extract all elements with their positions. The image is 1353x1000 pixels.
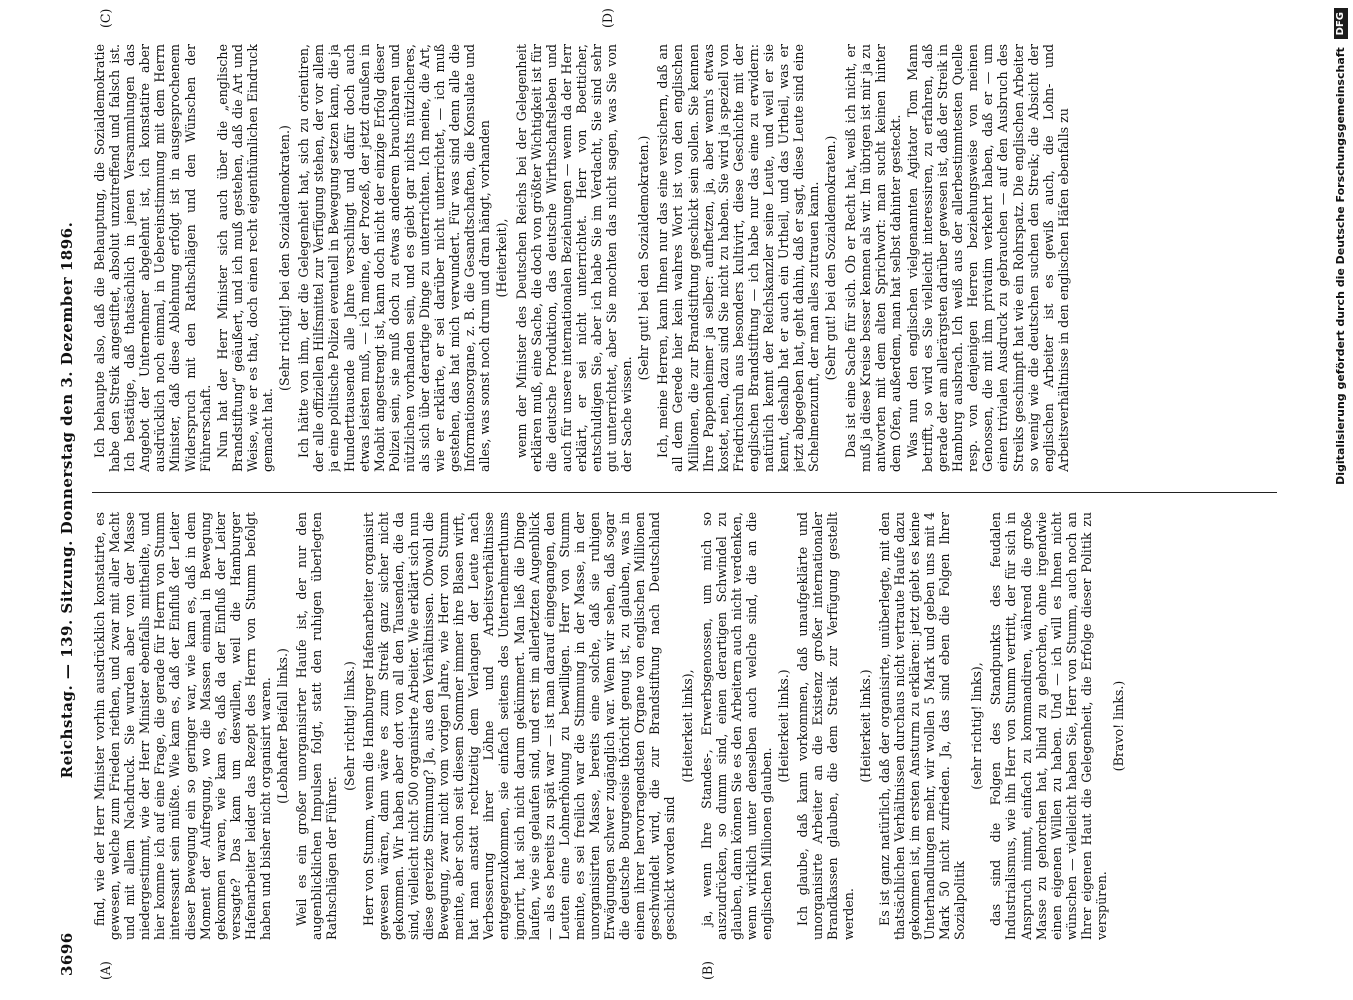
paragraph: find, wie der Herr Minister vorhin ausdrücklich konstatirte, es gewesen, welche zum Frieden riethen, und zwar mit aller Macht und mit allem Nachdruck. Sie wurden aber von der Masse niedergestimmt, wie der Herr Minister ebenfalls mittheilte, und hier komme ich auf eine Frage, die gerade für Herrn von Stumm interessant sein müßte. Wie kam es, daß der Einfluß der Leiter dieser Bewegung ein so geringer war, wie kam es, daß in dem Moment der Aufregung, wo die Massen einmal in Bewegung gekommen waren, wie kam es, daß da der Einfluß der Leiter versagte? Das kam um deswillen, weil die Hamburger Hafenarbeiter leider das Rezept des Herrn von Stumm befolgt haben und bisher nicht organisirt waren. [92,512,274,940]
column-divider [92,492,1277,493]
dfg-logo: DFG [1334,8,1348,39]
interjection: (Bravo! links.) [1111,680,1127,772]
margin-marker-c: (C) [98,8,113,28]
running-title: Reichstag. — 139. Sitzung. Donnerstag den 3. Dezember 1896. [58,221,76,779]
paragraph: Es ist ganz natürlich, daß der organisirte, unüberlegte, mit den thatsächlichen Verhältnissen durchaus nicht vertraute Haufe dazu gekommen ist, im ersten Ansturm zu erklären: jetzt giebt es keine Unterhandlungen mehr, wir wollen 5 Mark und geben uns mit 4 Mark 50 nicht zufrieden. Ja, das sind eben die Folgen Ihrer Sozialpolitik [876,512,968,940]
interjection: (Sehr gut! bei den Sozialdemokraten.) [636,135,652,381]
credit-text: Digitalisierung gefördert durch die Deutsche Forschungsgemeinschaft [1334,47,1347,485]
paragraph: Ich glaube, daß kann vorkommen, daß unaufgeklärte und unorganisirte Arbeiter an die Existenz großer internationaler Brandkassen glauben, die dem Streik zur Verfügung gestellt werden. [795,512,856,940]
margin-marker-d: (D) [600,8,615,28]
interjection: (Lebhafter Beifall links.) [275,648,291,804]
interjection: (Sehr gut! bei den Sozialdemokraten.) [823,135,839,381]
interjection: (Heiterkeit links), [679,669,695,783]
page-header [52,14,82,986]
page-number: 3696 [58,932,76,976]
paragraph: das sind die Folgen des Standpunkts des feudalen Industrialismus, wie ihn Herr von Stumm vertritt, der für sich in Anspruch nimmt, einfach zu kommandiren, während die große Masse zu gehorchen hat, blind zu gehorchen, ohne irgendwie einen eigenen Willen zu haben. Und — ich will es Ihnen nicht wünschen — vielleicht haben Sie, Herr von Stumm, auch noch an Ihrer eigenen Haut die Gelegenheit, die Erfolge dieser Politik zu verspüren. [988,512,1109,940]
paragraph: Das ist eine Sache für sich. Ob er Recht hat, weiß ich nicht, er muß ja diese Kreise besser kennen als wir. Im übrigen ist mir ja zu antworten mit dem alten Sprichwort: man sucht keinen hinter dem Ofen, außerdem, man hat selbst dahinter gesteckt. [842,44,903,472]
margin-marker-b: (B) [700,960,715,980]
paragraph: Weil es ein großer unorganisirter Haufe ist, der nur den augenblicklichen Impulsen folgt, statt den ruhigen überlegten Rathschlägen der Führer. [294,512,340,940]
digitization-credit [1331,8,1351,992]
interjection: (Heiterkeit), [494,218,510,298]
right-column [92,44,1277,472]
left-column [92,512,1277,940]
interjection: (Heiterkeit links.) [776,669,792,783]
paragraph: Nun hat der Herr Minister sich auch über die „englische Brandstiftung“ geäußert, und ich muß gestehen, daß die Art und Weise, wie er es that, doch einen recht eigenthümlichen Eindruck gemacht hat. [214,44,276,472]
paragraph: ja, wenn Ihre Standes-, Erwerbsgenossen, um mich so auszudrücken, so dumm sind, einen derartigen Schwindel zu glauben, dann können Sie es den Arbeitern auch nicht verdenken, wenn wirklich unter denselben auch welche sind, die an die englischen Millionen glauben. [698,512,775,940]
interjection: (sehr richtig! links), [969,662,985,790]
paragraph: Ich behaupte also, daß die Behauptung, die Sozialdemokratie habe den Streik angestiftet, absolut unzutreffend und falsch ist. Ich bestätige, daß thatsächlich in jenen Versammlungen das Angebot der Unternehmer abgelehnt ist, ich konstatire aber ausdrücklich noch einmal, in Uebereinstimmung mit dem Herrn Minister, daß diese Ablehnung erfolgt ist in ausgesprochenem Widerspruch mit den Rathschlägen und den Wünschen der Führerschaft. [92,44,213,472]
paragraph: Herr von Stumm, wenn die Hamburger Hafenarbeiter organisirt gewesen wären, dann wäre es zum Streik ganz sicher nicht gekommen. Wir haben aber dort von all den Tausenden, die da sind, vielleicht nicht 500 organisirte Arbeiter. Wie erklärt sich nun diese gereizte Stimmung? Ja, aus den Verhältnissen. Obwohl die Bewegung, zwar nicht vom vorigen Jahre, wie Herr von Stumm meinte, aber schon seit diesem Sommer immer ihre Blasen wirft, hat man anstatt rechtzeitig dem Verlangen der Leute nach Verbesserung ihrer Löhne und Arbeitsverhältnisse entgegenzukommen, sie einfach seitens des Unternehmerthums ignorirt, hat sich nicht darum gekümmert. Man ließ die Dinge laufen, wie sie gelaufen sind, und erst im allerletzten Augenblick — als es bereits zu spät war — ist man darauf eingegangen, den Leuten eine Lohnerhöhung zu bewilligen. Herr von Stumm meinte, es sei freilich war die Stimmung in der Masse, in der unorganisirten Masse, bereits eine solche, daß sie ruhigen Erwägungen schwer zugänglich war. Wenn wir sehen, daß sogar die deutsche Bourgeoisie thöricht genug ist, zu glauben, was in einem ihrer hervorragendsten Organe von englischen Millionen geschwindelt wird, die zur Brandstiftung nach Deutschland geschickt worden sind [360,512,678,940]
paragraph: Ich, meine Herren, kann Ihnen nur das eine versichern, daß an all dem Gerede hier kein wahres Wort ist von den englischen Millionen, die zur Brandstiftung geschickt sein sollen. Sie kennen Ihre Pappenheimer ja selber: aufhetzen, ja, aber wenn's etwas kostet, nein, dazu sind Sie nicht zu haben. Sie wird ja speziell von Friedrichsruh aus besonders kultivirt, diese Geschichte mit der englischen Brandstiftung — ich habe nur das eine zu erwidern: natürlich kennt der Reichskanzler seine Leute, und weil er sie kennt, deshalb hat er auch ein Urtheil, und das Urtheil, was er jetzt abgegeben hat, geht dahin, daß er sagt, diese Leute sind eine Schelmenzunft, der man alles zutrauen kann. [655,44,822,472]
paragraph: Ich hätte von ihm, der die Gelegenheit hat, sich zu orientiren, der alle offiziellen Hilfsmittel zur Verfügung stehen, der vor allem ja eine politische Polizei eventuell in Bewegung setzen kann, die ja Hunderttausende alle Jahre verschlingt und dafür doch auch etwas leisten muß, — ich meine, der Prozeß, der jetzt draußen in Moabit angestrengt ist, kann doch nicht der einzige Erfolg dieser Polizei sein, sie muß doch zu etwas anderem brauchbaren und nützlichen vorhanden sein, und es giebt gar nichts nützlicheres, als sich über derartige Dinge zu unterrichten. Ich meine, die Art, wie er erklärte, er sei darüber nicht unterrichtet, — ich muß gestehen, das hat mich verwundert. Für was sind denn alle die Informationsorgane, z. B. die Gesandtschaften, die Konsulate und alles, was sonst noch drum und dran hängt, vorhanden [296,44,493,472]
interjection: (Sehr richtig! links.) [341,661,357,791]
paragraph: wenn der Minister des Deutschen Reichs bei der Gelegenheit erklären muß, eine Sache, die doch von größter Wichtigkeit ist für die deutsche Produktion, das deutsche Wirthschaftsleben und auch für unsere internationalen Beziehungen — wenn da der Herr erklärt, er sei nicht unterrichtet. Herr von Boetticher, entschuldigen Sie, aber ich habe Sie im Verdacht, Sie sind sehr gut unterrichtet, aber Sie mochten das nicht sagen, was Sie von der Sache wissen. [513,44,635,472]
interjection: (Heiterkeit links.) [857,669,873,783]
margin-marker-a: (A) [98,961,113,980]
paragraph: Was nun den englischen vielgenannten Agitator Tom Mann betrifft, so wird es Sie vielleicht interessiren, zu erfahren, daß gerade der am allerärgsten darüber gewesen ist, daß der Streik in Hamburg ausbrach. Ich weiß aus der allerbestimmtesten Quelle resp. von denjenigen Herren beziehungsweise von meinen Genossen, die mit ihm privatim verkehrt haben, daß er — um einen trivialen Ausdruck zu gebrauchen — auf den Ausbruch des Streiks geschimpft hat wie ein Rohrspatz. Die englischen Arbeiter so wenig wie die deutschen suchen den Streik; die Absicht der englischen Arbeiter ist es gewiß auch, die Lohn- und Arbeitsverhältnisse in den englischen Häfen ebenfalls zu [904,44,1071,472]
interjection: (Sehr richtig! bei den Sozialdemokraten.) [277,125,293,391]
